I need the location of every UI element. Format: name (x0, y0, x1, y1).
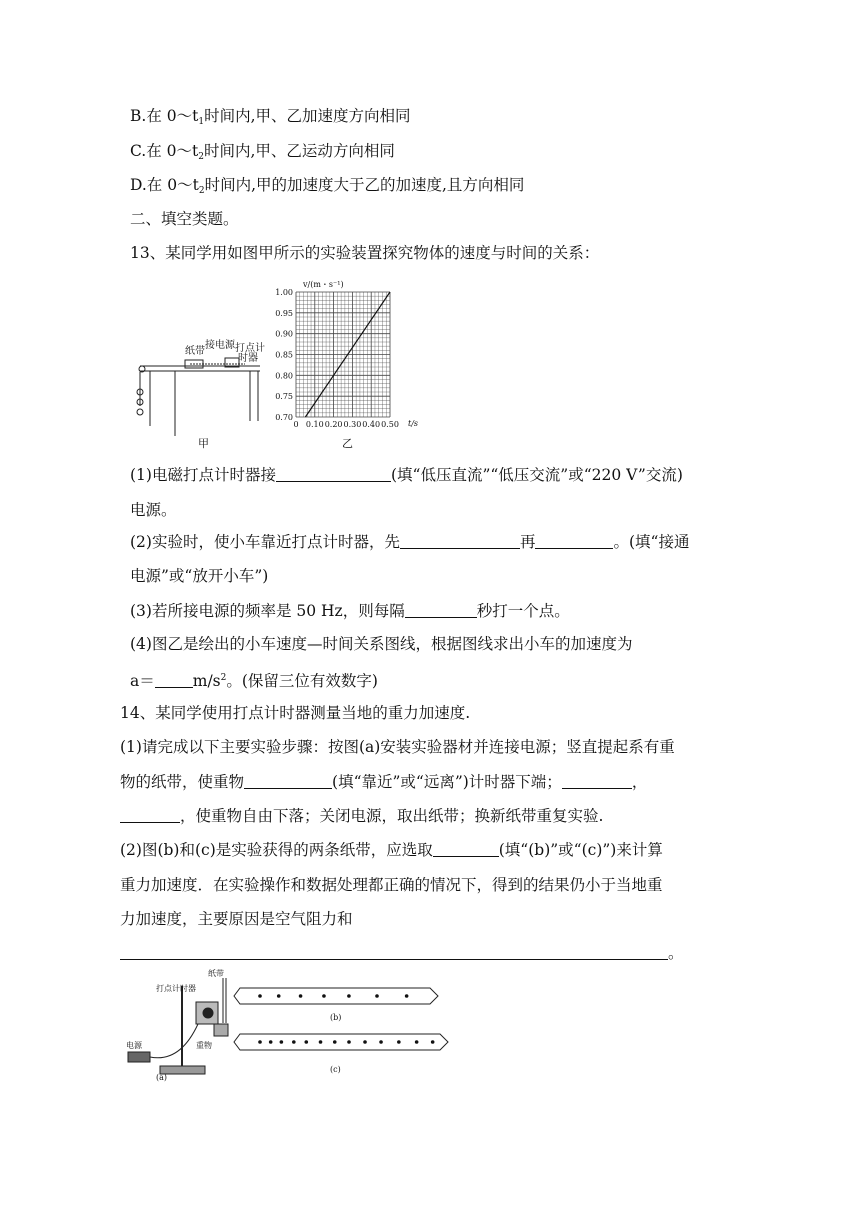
y-tick-label: 1.00 (275, 288, 293, 297)
q14-p2-cont3: 。 (120, 943, 684, 963)
tape-dot (347, 1040, 351, 1044)
q14-stem: 14、某同学使用打点计时器测量当地的重力加速度. (120, 704, 471, 722)
q14-p1-cont: 物的纸带，使重物 (填“靠近”或“远离”)计时器下端； ， (120, 773, 648, 791)
blank-8[interactable] (120, 807, 180, 823)
label-weight: 重物 (196, 1041, 212, 1050)
tape-dot (415, 1040, 419, 1044)
option-d: D.在 $0\sim t_2$时间内,甲的加速度大于乙的加速度,且方向相同 (130, 176, 525, 196)
x-tick-label: 0.30 (343, 420, 362, 429)
caption-jia: 甲 (198, 437, 209, 450)
q13-p3: (3)若所接电源的频率是 50 Hz，则每隔 秒打一个点。 (130, 602, 570, 620)
q13-p1: (1)电磁打点计时器接 (填“低压直流”“低压交流”或“220 V”交流) (130, 466, 683, 484)
tape-dot (319, 1040, 323, 1044)
tape-dot (379, 1040, 383, 1044)
tape-dot (299, 994, 303, 998)
blank-10[interactable] (120, 944, 668, 960)
x-tick-label: 0 (293, 420, 299, 429)
caption-c: (c) (330, 1065, 341, 1074)
q14-p1-cont2: ，使重物自由下落；关闭电源，取出纸带；换新纸带重复实验. (120, 806, 603, 826)
caption-b: (b) (330, 1013, 342, 1022)
tape-dot (375, 994, 379, 998)
label-tape-14: 纸带 (208, 969, 224, 978)
tape-dot (258, 994, 262, 998)
tape-dot (292, 1040, 296, 1044)
tape-dot (304, 1040, 308, 1044)
power-supply (128, 1052, 150, 1062)
blank-1[interactable] (276, 466, 391, 482)
tape-dot (333, 1040, 337, 1044)
q14-p1: (1)请完成以下主要实验步骤：按图(a)安装实验器材并连接电源；竖直提起系有重 (120, 738, 675, 756)
y-tick-label: 0.95 (275, 308, 293, 318)
q13-p1-cont: 电源。 (130, 501, 177, 519)
y-tick-label: 0.85 (275, 350, 293, 360)
tape-dot (258, 1040, 262, 1044)
chart-yi (268, 280, 428, 450)
x-tick-label: 0.50 (381, 420, 399, 429)
q13-p2: (2)实验时，使小车靠近打点计时器，先 再 。(填“接通 (130, 533, 690, 551)
tape-b-dots (258, 994, 408, 998)
q14-p2-cont: 重力加速度．在实验操作和数据处理都正确的情况下，得到的结果仍小于当地重 (120, 876, 663, 894)
q13-stem: 13、某同学用如图甲所示的实验装置探究物体的速度与时间的关系： (130, 244, 600, 262)
blank-2[interactable] (400, 533, 520, 549)
blank-7[interactable] (562, 773, 632, 789)
figure-jia (130, 336, 270, 451)
x-tick-label: 0.20 (324, 420, 343, 429)
tape-dot (277, 994, 281, 998)
caption-yi: 乙 (342, 437, 353, 450)
x-axis-label: t/s (408, 419, 419, 428)
option-b: B.在 $0\sim t_1$时间内,甲、乙加速度方向相同 (130, 107, 411, 127)
q13-p4-cont: $a= m/s^2$。(保留三位有效数字) (130, 672, 378, 690)
label-timer-1: 打点计 (235, 343, 265, 354)
tape-dot (363, 1040, 367, 1044)
tape-c-dots (258, 1040, 434, 1044)
blank-4[interactable] (405, 602, 477, 618)
option-c: C.在 $0\sim t_2$时间内,甲、乙运动方向相同 (130, 142, 395, 162)
tape-dot (280, 1040, 284, 1044)
y-axis-label: v/(m・s⁻¹) (303, 280, 344, 289)
tape-dot (397, 1040, 401, 1044)
blank-6[interactable] (244, 773, 332, 789)
label-timer-2: 时器 (238, 353, 258, 364)
q13-p2-cont: 电源”或“放开小车”) (130, 567, 269, 585)
q13-p4: (4)图乙是绘出的小车速度—时间关系图线，根据图线求出小车的加速度为 (130, 635, 633, 653)
y-tick-label: 0.90 (275, 329, 293, 339)
figure-abc (120, 968, 460, 1083)
caption-a: (a) (156, 1073, 168, 1082)
label-power: 接电源 (205, 340, 235, 351)
label-timer-14: 打点计时器 (156, 984, 196, 993)
y-tick-label: 0.75 (275, 392, 293, 402)
tape-dot (431, 1040, 435, 1044)
tape-dot (347, 994, 351, 998)
y-tick-label: 0.80 (275, 371, 293, 381)
x-tick-label: 0.10 (305, 420, 324, 429)
chart-grid (296, 292, 390, 417)
q14-p2-cont2: 力加速度，主要原因是空气阻力和 (120, 910, 353, 928)
tape-dot (322, 994, 326, 998)
tape-dot (405, 994, 409, 998)
q14-p2: (2)图(b)和(c)是实验获得的两条纸带，应选取 (填“(b)”或“(c)”)来计算 (120, 841, 663, 859)
x-tick-label: 0.40 (362, 420, 381, 429)
tape-dot (269, 1040, 273, 1044)
section-title: 二、填空类题。 (130, 210, 239, 228)
blank-3[interactable] (535, 533, 613, 549)
label-power-14: 电源 (126, 1041, 142, 1050)
label-tape: 纸带 (185, 346, 205, 357)
weight (214, 1024, 228, 1036)
y-tick-label: 0.70 (275, 413, 293, 422)
blank-9[interactable] (433, 841, 499, 857)
blank-5[interactable] (155, 672, 193, 688)
